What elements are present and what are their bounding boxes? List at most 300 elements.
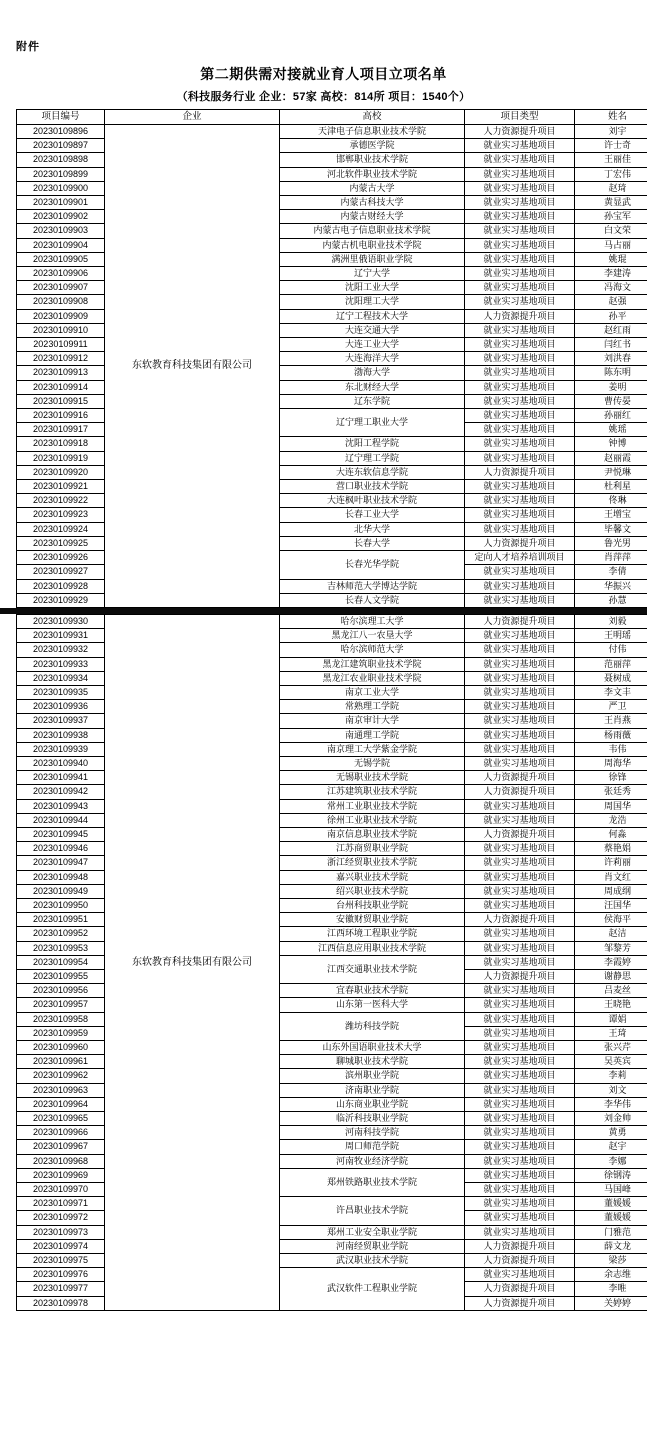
cell-project-type: 就业实习基地项目 [465,1140,575,1154]
cell-project-id: 20230109935 [17,685,105,699]
cell-person-name: 李倩 [575,565,647,579]
cell-person-name: 陈东明 [575,366,647,380]
cell-project-type: 就业实习基地项目 [465,153,575,167]
cell-university: 哈尔滨理工大学 [280,614,465,628]
page-subtitle: （科技服务行业 企业：57家 高校：814所 项目：1540个） [176,91,471,103]
cell-project-id: 20230109897 [17,139,105,153]
cell-project-id: 20230109945 [17,827,105,841]
cell-project-id: 20230109898 [17,153,105,167]
cell-project-id: 20230109957 [17,998,105,1012]
cell-person-name: 赵丽霞 [575,451,647,465]
cell-person-name: 徐锋 [575,771,647,785]
cell-project-id: 20230109929 [17,593,105,607]
cell-project-type: 就业实习基地项目 [465,685,575,699]
cell-project-type: 就业实习基地项目 [465,352,575,366]
cell-project-id: 20230109958 [17,1012,105,1026]
cell-project-id: 20230109938 [17,728,105,742]
cell-university: 滨州职业学院 [280,1069,465,1083]
cell-university: 宜春职业技术学院 [280,984,465,998]
col-header-type: 项目类型 [465,110,575,125]
cell-person-name: 赵洁 [575,927,647,941]
cell-project-type: 就业实习基地项目 [465,338,575,352]
cell-project-type: 就业实习基地项目 [465,1112,575,1126]
cell-university: 浙江经贸职业技术学院 [280,856,465,870]
cell-project-id: 20230109949 [17,884,105,898]
cell-person-name: 龙浩 [575,813,647,827]
cell-project-id: 20230109940 [17,756,105,770]
cell-project-type: 就业实习基地项目 [465,671,575,685]
cell-project-type: 就业实习基地项目 [465,409,575,423]
cell-project-id: 20230109944 [17,813,105,827]
cell-project-type: 定向人才培养培训项目 [465,551,575,565]
cell-project-id: 20230109966 [17,1126,105,1140]
cell-project-id: 20230109950 [17,898,105,912]
table-header-row [17,110,647,125]
attachment-label: 附件 [16,41,40,53]
cell-project-type: 就业实习基地项目 [465,898,575,912]
cell-project-type: 就业实习基地项目 [465,813,575,827]
cell-person-name: 严卫 [575,700,647,714]
cell-project-id: 20230109902 [17,210,105,224]
cell-university: 大连工业大学 [280,338,465,352]
cell-project-type: 就业实习基地项目 [465,1211,575,1225]
cell-person-name: 韦伟 [575,742,647,756]
cell-person-name: 邹黎芳 [575,941,647,955]
cell-person-name: 王琦 [575,1026,647,1040]
cell-person-name: 赵红雨 [575,323,647,337]
cell-project-type: 就业实习基地项目 [465,1083,575,1097]
cell-project-id: 20230109906 [17,267,105,281]
cell-university: 辽宁大学 [280,267,465,281]
cell-project-type: 就业实习基地项目 [465,1126,575,1140]
cell-project-id: 20230109925 [17,536,105,550]
cell-project-type: 人力资源提升项目 [465,536,575,550]
cell-university: 江西交通职业技术学院 [280,955,465,983]
document-page-2 [0,614,647,1317]
cell-person-name: 肖文红 [575,870,647,884]
cell-project-type: 就业实习基地项目 [465,480,575,494]
cell-university: 聊城职业技术学院 [280,1055,465,1069]
cell-university: 绍兴职业技术学院 [280,884,465,898]
cell-university: 邯郸职业技术学院 [280,153,465,167]
cell-project-type: 就业实习基地项目 [465,955,575,969]
cell-person-name: 钟博 [575,437,647,451]
cell-person-name: 聂树成 [575,671,647,685]
cell-person-name: 李莉 [575,1069,647,1083]
cell-person-name: 赵强 [575,295,647,309]
cell-person-name: 刘洪春 [575,352,647,366]
cell-person-name: 李华伟 [575,1097,647,1111]
cell-person-name: 姚琨 [575,252,647,266]
col-header-university: 高校 [280,110,465,125]
cell-university: 山东外国语职业技术大学 [280,1041,465,1055]
cell-university: 济南职业学院 [280,1083,465,1097]
cell-university: 南京审计大学 [280,714,465,728]
cell-person-name: 董媛媛 [575,1197,647,1211]
cell-university: 内蒙古财经大学 [280,210,465,224]
cell-project-id: 20230109946 [17,842,105,856]
cell-project-id: 20230109919 [17,451,105,465]
table-segment-2 [16,614,631,1311]
cell-project-type: 就业实习基地项目 [465,884,575,898]
cell-person-name: 杨雨薇 [575,728,647,742]
cell-project-type: 就业实习基地项目 [465,380,575,394]
cell-person-name: 孙宝军 [575,210,647,224]
cell-project-id: 20230109901 [17,196,105,210]
cell-person-name: 曹传晏 [575,394,647,408]
cell-university: 沈阳工程学院 [280,437,465,451]
cell-person-name: 王丽佳 [575,153,647,167]
cell-project-id: 20230109971 [17,1197,105,1211]
cell-university: 嘉兴职业技术学院 [280,870,465,884]
cell-person-name: 董媛媛 [575,1211,647,1225]
cell-project-id: 20230109936 [17,700,105,714]
cell-project-id: 20230109931 [17,629,105,643]
cell-university: 长春光华学院 [280,551,465,579]
cell-project-id: 20230109918 [17,437,105,451]
cell-project-type: 人力资源提升项目 [465,1254,575,1268]
cell-project-id: 20230109977 [17,1282,105,1296]
cell-project-type: 人力资源提升项目 [465,827,575,841]
cell-project-id: 20230109928 [17,579,105,593]
cell-project-id: 20230109930 [17,614,105,628]
cell-project-type: 就业实习基地项目 [465,998,575,1012]
cell-university: 辽宁理工学院 [280,451,465,465]
cell-person-name: 尹悦琳 [575,465,647,479]
cell-university: 河南科技学院 [280,1126,465,1140]
cell-university: 台州科技职业学院 [280,898,465,912]
cell-person-name: 毕馨文 [575,522,647,536]
cell-person-name: 关婷婷 [575,1296,647,1310]
cell-project-id: 20230109947 [17,856,105,870]
cell-project-id: 20230109956 [17,984,105,998]
cell-university: 江西信息应用职业技术学院 [280,941,465,955]
cell-person-name: 姜明 [575,380,647,394]
cell-university: 山东第一医科大学 [280,998,465,1012]
cell-person-name: 何淼 [575,827,647,841]
cell-person-name: 鲁光男 [575,536,647,550]
cell-person-name: 吴英宾 [575,1055,647,1069]
cell-project-type: 就业实习基地项目 [465,1268,575,1282]
cell-university: 天津电子信息职业技术学院 [280,125,465,139]
cell-project-type: 就业实习基地项目 [465,1183,575,1197]
cell-university: 郑州工业安全职业学院 [280,1225,465,1239]
cell-person-name: 李建涛 [575,267,647,281]
cell-person-name: 周海华 [575,756,647,770]
cell-person-name: 张廷秀 [575,785,647,799]
cell-project-type: 人力资源提升项目 [465,125,575,139]
cell-university: 长春大学 [280,536,465,550]
cell-project-id: 20230109974 [17,1239,105,1253]
cell-project-type: 就业实习基地项目 [465,579,575,593]
cell-project-type: 就业实习基地项目 [465,742,575,756]
cell-project-id: 20230109961 [17,1055,105,1069]
cell-university: 长春工业大学 [280,508,465,522]
cell-project-type: 就业实习基地项目 [465,1012,575,1026]
cell-project-type: 就业实习基地项目 [465,295,575,309]
cell-project-id: 20230109932 [17,643,105,657]
cell-project-id: 20230109962 [17,1069,105,1083]
cell-university: 郑州铁路职业技术学院 [280,1168,465,1196]
cell-project-type: 就业实习基地项目 [465,565,575,579]
cell-project-id: 20230109960 [17,1041,105,1055]
cell-project-type: 就业实习基地项目 [465,508,575,522]
cell-person-name: 付伟 [575,643,647,657]
cell-project-type: 就业实习基地项目 [465,799,575,813]
cell-university: 辽宁工程技术大学 [280,309,465,323]
cell-project-id: 20230109943 [17,799,105,813]
cell-person-name: 赵琦 [575,181,647,195]
cell-project-id: 20230109959 [17,1026,105,1040]
cell-person-name: 冯海文 [575,281,647,295]
cell-project-id: 20230109916 [17,409,105,423]
table-row [17,125,647,139]
cell-university: 临沂科技职业学院 [280,1112,465,1126]
cell-project-type: 就业实习基地项目 [465,593,575,607]
cell-project-id: 20230109920 [17,465,105,479]
cell-university: 满洲里俄语职业学院 [280,252,465,266]
cell-person-name: 蔡艳娟 [575,842,647,856]
cell-project-id: 20230109905 [17,252,105,266]
cell-person-name: 汪国华 [575,898,647,912]
col-header-id: 项目编号 [17,110,105,125]
cell-person-name: 孙慧 [575,593,647,607]
cell-person-name: 王增宝 [575,508,647,522]
cell-person-name: 余志维 [575,1268,647,1282]
cell-project-type: 就业实习基地项目 [465,451,575,465]
cell-project-id: 20230109951 [17,913,105,927]
cell-person-name: 李霞婷 [575,955,647,969]
cell-university: 大连海洋大学 [280,352,465,366]
cell-university: 潍坊科技学院 [280,1012,465,1040]
cell-project-id: 20230109972 [17,1211,105,1225]
cell-person-name: 许士奇 [575,139,647,153]
cell-person-name: 佟琳 [575,494,647,508]
cell-project-type: 就业实习基地项目 [465,1041,575,1055]
cell-project-type: 就业实习基地项目 [465,700,575,714]
cell-person-name: 马国峰 [575,1183,647,1197]
cell-project-type: 就业实习基地项目 [465,756,575,770]
cell-project-id: 20230109968 [17,1154,105,1168]
cell-project-type: 就业实习基地项目 [465,941,575,955]
cell-person-name: 王明瑶 [575,629,647,643]
cell-university: 南京理工大学紫金学院 [280,742,465,756]
cell-university: 无锡学院 [280,756,465,770]
cell-university: 吉林师范大学博达学院 [280,579,465,593]
cell-university: 南京工业大学 [280,685,465,699]
cell-person-name: 许莉丽 [575,856,647,870]
table-row [17,614,647,628]
cell-project-type: 就业实习基地项目 [465,423,575,437]
cell-person-name: 吕麦丝 [575,984,647,998]
cell-project-id: 20230109915 [17,394,105,408]
cell-enterprise: 东软教育科技集团有限公司 [105,125,280,608]
cell-project-type: 人力资源提升项目 [465,614,575,628]
cell-project-type: 就业实习基地项目 [465,238,575,252]
cell-project-id: 20230109973 [17,1225,105,1239]
cell-university: 黑龙江八一农垦大学 [280,629,465,643]
col-header-name: 姓名 [575,110,647,125]
cell-project-id: 20230109942 [17,785,105,799]
cell-project-id: 20230109955 [17,969,105,983]
cell-project-type: 就业实习基地项目 [465,1026,575,1040]
cell-project-type: 就业实习基地项目 [465,842,575,856]
cell-university: 沈阳工业大学 [280,281,465,295]
cell-person-name: 赵宇 [575,1140,647,1154]
cell-person-name: 刘文 [575,1083,647,1097]
cell-university: 河南经贸职业学院 [280,1239,465,1253]
cell-person-name: 黄显武 [575,196,647,210]
cell-person-name: 闫红书 [575,338,647,352]
cell-person-name: 肖萍萍 [575,551,647,565]
cell-university: 黑龙江农业职业技术学院 [280,671,465,685]
cell-project-type: 就业实习基地项目 [465,522,575,536]
cell-person-name: 范丽萍 [575,657,647,671]
cell-university: 内蒙古机电职业技术学院 [280,238,465,252]
cell-project-type: 就业实习基地项目 [465,494,575,508]
cell-project-id: 20230109933 [17,657,105,671]
cell-person-name: 梁莎 [575,1254,647,1268]
cell-university: 江苏建筑职业技术学院 [280,785,465,799]
cell-person-name: 马占丽 [575,238,647,252]
cell-university: 江苏商贸职业学院 [280,842,465,856]
cell-project-type: 人力资源提升项目 [465,309,575,323]
cell-project-type: 就业实习基地项目 [465,224,575,238]
cell-project-id: 20230109975 [17,1254,105,1268]
cell-university: 常州工业职业技术学院 [280,799,465,813]
project-table-2 [16,614,647,1311]
cell-project-id: 20230109927 [17,565,105,579]
cell-project-type: 就业实习基地项目 [465,167,575,181]
cell-project-id: 20230109926 [17,551,105,565]
cell-project-type: 人力资源提升项目 [465,785,575,799]
cell-project-type: 就业实习基地项目 [465,870,575,884]
cell-university: 武汉职业技术学院 [280,1254,465,1268]
cell-university: 辽东学院 [280,394,465,408]
cell-university: 沈阳理工大学 [280,295,465,309]
cell-person-name: 谭娟 [575,1012,647,1026]
cell-project-type: 就业实习基地项目 [465,984,575,998]
cell-university: 渤海大学 [280,366,465,380]
cell-project-id: 20230109903 [17,224,105,238]
cell-project-type: 就业实习基地项目 [465,643,575,657]
cell-person-name: 周成纲 [575,884,647,898]
cell-university: 东北财经大学 [280,380,465,394]
cell-project-id: 20230109952 [17,927,105,941]
cell-person-name: 杜利星 [575,480,647,494]
cell-project-type: 就业实习基地项目 [465,629,575,643]
cell-person-name: 侯海平 [575,913,647,927]
cell-project-id: 20230109896 [17,125,105,139]
cell-project-id: 20230109921 [17,480,105,494]
cell-university: 辽宁理工职业大学 [280,409,465,437]
cell-project-type: 就业实习基地项目 [465,1097,575,1111]
cell-project-id: 20230109939 [17,742,105,756]
cell-project-id: 20230109899 [17,167,105,181]
cell-university: 大连交通大学 [280,323,465,337]
cell-project-type: 就业实习基地项目 [465,323,575,337]
cell-university: 营口职业技术学院 [280,480,465,494]
cell-project-type: 人力资源提升项目 [465,913,575,927]
cell-project-id: 20230109953 [17,941,105,955]
cell-person-name: 张兴芹 [575,1041,647,1055]
cell-university: 常熟理工学院 [280,700,465,714]
cell-person-name: 丁宏伟 [575,167,647,181]
cell-project-type: 人力资源提升项目 [465,771,575,785]
cell-project-type: 就业实习基地项目 [465,1168,575,1182]
cell-person-name: 薛文龙 [575,1239,647,1253]
cell-university: 黑龙江建筑职业技术学院 [280,657,465,671]
cell-project-type: 人力资源提升项目 [465,1239,575,1253]
cell-university: 江西环境工程职业学院 [280,927,465,941]
cell-project-id: 20230109948 [17,870,105,884]
cell-project-id: 20230109914 [17,380,105,394]
cell-project-id: 20230109900 [17,181,105,195]
cell-project-id: 20230109941 [17,771,105,785]
cell-project-id: 20230109978 [17,1296,105,1310]
cell-university: 南京信息职业技术学院 [280,827,465,841]
cell-project-type: 就业实习基地项目 [465,1225,575,1239]
cell-project-id: 20230109976 [17,1268,105,1282]
cell-university: 大连枫叶职业技术学院 [280,494,465,508]
cell-university: 无锡职业技术学院 [280,771,465,785]
cell-project-type: 就业实习基地项目 [465,437,575,451]
cell-project-id: 20230109922 [17,494,105,508]
cell-project-type: 就业实习基地项目 [465,728,575,742]
cell-person-name: 谢静思 [575,969,647,983]
cell-project-type: 就业实习基地项目 [465,139,575,153]
cell-university: 徐州工业职业技术学院 [280,813,465,827]
cell-project-id: 20230109910 [17,323,105,337]
cell-project-id: 20230109924 [17,522,105,536]
cell-person-name: 孙平 [575,309,647,323]
cell-project-type: 人力资源提升项目 [465,969,575,983]
cell-university: 北华大学 [280,522,465,536]
cell-university: 山东商业职业学院 [280,1097,465,1111]
cell-project-id: 20230109969 [17,1168,105,1182]
cell-project-type: 就业实习基地项目 [465,267,575,281]
cell-university: 安徽财贸职业学院 [280,913,465,927]
cell-person-name: 孙丽红 [575,409,647,423]
cell-person-name: 黄勇 [575,1126,647,1140]
cell-project-id: 20230109934 [17,671,105,685]
cell-enterprise: 东软教育科技集团有限公司 [105,614,280,1310]
cell-person-name: 姚瑶 [575,423,647,437]
col-header-enterprise: 企业 [105,110,280,125]
cell-project-id: 20230109908 [17,295,105,309]
cell-project-type: 就业实习基地项目 [465,714,575,728]
cell-university: 河南牧业经济学院 [280,1154,465,1168]
document-page [0,38,647,608]
cell-university: 哈尔滨师范大学 [280,643,465,657]
cell-university: 承德医学院 [280,139,465,153]
cell-person-name: 刘宇 [575,125,647,139]
cell-university: 长春人文学院 [280,593,465,607]
page-title: 第二期供需对接就业育人项目立项名单 [200,66,447,82]
cell-project-type: 就业实习基地项目 [465,196,575,210]
cell-project-type: 就业实习基地项目 [465,366,575,380]
cell-person-name: 王晓艳 [575,998,647,1012]
cell-project-id: 20230109917 [17,423,105,437]
cell-university: 许昌职业技术学院 [280,1197,465,1225]
cell-project-type: 就业实习基地项目 [465,281,575,295]
cell-project-id: 20230109970 [17,1183,105,1197]
cell-person-name: 李唯 [575,1282,647,1296]
cell-person-name: 刘金帅 [575,1112,647,1126]
cell-person-name: 刘毅 [575,614,647,628]
cell-project-type: 就业实习基地项目 [465,1154,575,1168]
cell-person-name: 李娜 [575,1154,647,1168]
